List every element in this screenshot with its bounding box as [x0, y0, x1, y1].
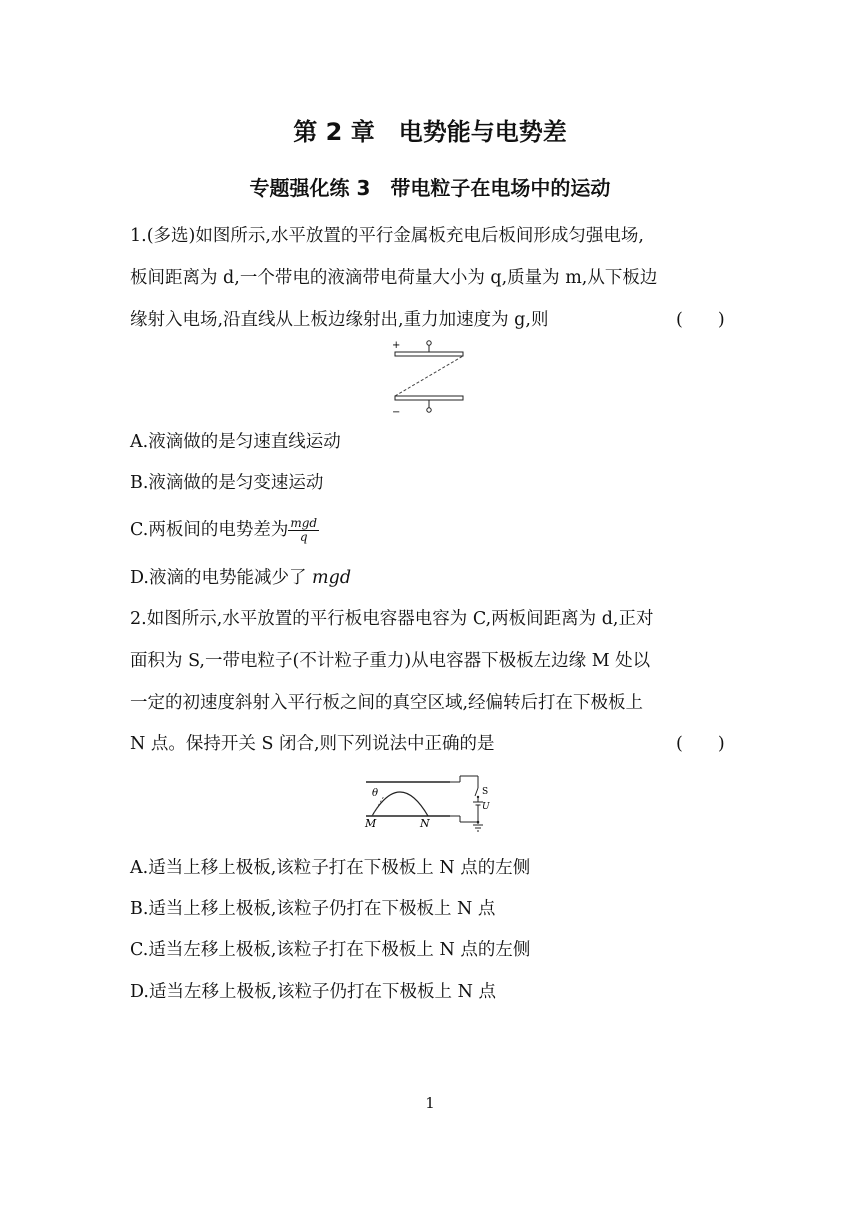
q1-option-b: B.液滴做的是匀变速运动 — [130, 473, 324, 493]
q2-answer-parentheses: ( ) — [676, 734, 725, 754]
q2-figure-switch-label: S — [482, 787, 489, 797]
section-title: 专题强化练 3 带电粒子在电场中的运动 — [249, 176, 611, 200]
q1-option-c-denominator: q — [299, 530, 308, 544]
q1-option-d-prefix: D.液滴的电势能减少了 — [130, 568, 313, 588]
q2-option-a: A.适当上移上极板,该粒子打在下极板上 N 点的左侧 — [130, 858, 531, 878]
q1-answer-parentheses: ( ) — [676, 310, 725, 330]
q2-stem-line-3: 一定的初速度斜射入平行板之间的真空区域,经偏转后打在下极板上 — [130, 693, 644, 713]
q2-stem-line-2: 面积为 S,一带电粒子(不计粒子重力)从电容器下极板左边缘 M 处以 — [130, 651, 651, 671]
q2-figure-theta-label: θ — [372, 788, 379, 799]
q1-stem-line-1: 1.(多选)如图所示,水平放置的平行金属板充电后板间形成匀强电场, — [130, 226, 644, 246]
q1-option-d — [130, 566, 730, 590]
q1-option-c-fraction — [288, 517, 319, 544]
q2-option-b: B.适当上移上极板,该粒子仍打在下极板上 N 点 — [130, 899, 496, 919]
q1-option-c-numerator: mgd — [290, 516, 318, 530]
chapter-title: 第 2 章 电势能与电势差 — [293, 118, 567, 146]
q1-option-d-value: mgd — [312, 568, 352, 588]
q1-figure-parallel-plates — [386, 336, 476, 418]
q1-figure-plus-label: + — [392, 340, 401, 351]
q2-option-d: D.适当左移上极板,该粒子仍打在下极板上 N 点 — [130, 982, 496, 1002]
q2-figure-n-label: N — [420, 817, 430, 830]
q1-option-c-prefix: C.两板间的电势差为 — [130, 520, 289, 540]
q2-stem-line-1: 2.如图所示,水平放置的平行板电容器电容为 C,两板间距离为 d,正对 — [130, 609, 654, 629]
q2-figure-capacitor-circuit — [360, 774, 496, 834]
q2-figure-m-label: M — [365, 817, 377, 830]
q1-stem-line-3: 缘射入电场,沿直线从上板边缘射出,重力加速度为 g,则 — [130, 310, 549, 330]
q1-option-c — [130, 517, 730, 544]
q2-option-c: C.适当左移上极板,该粒子打在下极板上 N 点的左侧 — [130, 940, 531, 960]
q2-figure-voltage-label: U — [482, 802, 490, 812]
q1-stem-line-2: 板间距离为 d,一个带电的液滴带电荷量大小为 q,质量为 m,从下板边 — [130, 268, 658, 288]
q1-figure-minus-label: − — [392, 407, 401, 418]
page-number: 1 — [425, 1094, 435, 1112]
q1-option-a: A.液滴做的是匀速直线运动 — [130, 432, 341, 452]
q2-stem-line-4: N 点。保持开关 S 闭合,则下列说法中正确的是 — [130, 734, 495, 754]
